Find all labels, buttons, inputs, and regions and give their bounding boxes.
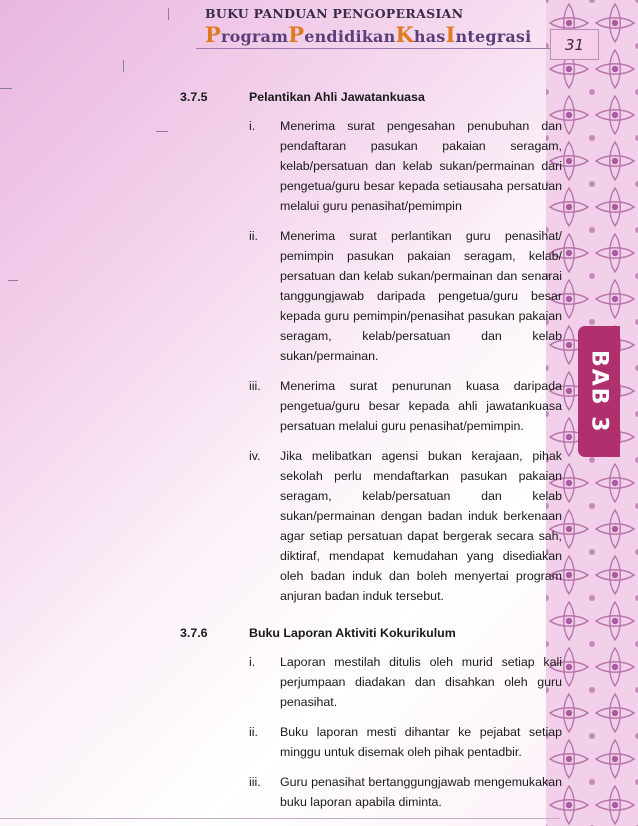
list-item <box>249 722 562 762</box>
list-item <box>249 226 562 366</box>
list-item <box>249 652 562 712</box>
section-spacer <box>180 616 562 626</box>
section-number: 3.7.6 <box>180 626 208 640</box>
list-item <box>249 446 562 606</box>
header-title <box>205 22 531 47</box>
list-item <box>249 772 562 812</box>
list-item-text: Guru penasihat bertanggungjawab mengemukakan buku laporan apabila diminta. <box>280 775 562 809</box>
header-subtitle: BUKU PANDUAN PENGOPERASIAN <box>205 6 464 21</box>
header-title-initial: I <box>445 22 456 47</box>
chapter-tab <box>578 326 620 457</box>
document-header <box>205 6 531 47</box>
header-title-initial: K <box>395 22 414 47</box>
header-title-word: endidikan <box>304 27 396 46</box>
footer-divider <box>0 818 560 819</box>
section-heading <box>180 626 562 640</box>
chapter-tab-label: BAB 3 <box>586 349 612 434</box>
list-item-numeral: iii. <box>249 379 261 393</box>
page-content <box>180 90 562 822</box>
header-title-initial: P <box>288 22 305 47</box>
list-item-numeral: iv. <box>249 449 261 463</box>
list-item-numeral: iii. <box>249 775 261 789</box>
header-title-initial: P <box>205 22 221 47</box>
page-number: 31 <box>550 29 599 60</box>
header-title-word: rogram <box>221 27 289 46</box>
section-title: Pelantikan Ahli Jawatankuasa <box>249 90 425 104</box>
list-item-numeral: ii. <box>249 229 258 243</box>
list-item-text: Jika melibatkan agensi bukan kerajaan, pihak sekolah perlu mendaftarkan pasukan pakaian seragam, kelab/persatuan dan kelab sukan/permainan dengan badan induk berkenaan agar setiap persatuan dapat bergerak secara sah, diktiraf, mendapat kemudahan yang disediakan oleh badan induk dan boleh menyertai program anjuran badan induk tersebut. <box>280 449 562 603</box>
list-item-numeral: i. <box>249 655 256 669</box>
header-divider <box>196 48 556 49</box>
header-title-word: ntegrasi <box>455 27 532 46</box>
list-item-text: Menerima surat pengesahan penubuhan dan pendaftaran pasukan pakaian seragam, kelab/persatuan dan kelab sukan/permainan dari pengetua/guru besar kepada setiausaha persatuan melalui guru penasihat/pemimpin <box>280 119 562 213</box>
list-item-numeral: i. <box>249 119 256 133</box>
list-item-text: Buku laporan mesti dihantar ke pejabat setiap minggu untuk disemak oleh pihak pentadbir. <box>280 725 562 759</box>
list-item-numeral: ii. <box>249 725 258 739</box>
list-item <box>249 376 562 436</box>
section-heading <box>180 90 562 104</box>
list-item-text: Menerima surat perlantikan guru penasihat/ pemimpin pasukan pakaian seragam, kelab/ persatuan dan kelab sukan/permainan dan senarai tanggungjawab daripada pengetua/guru besar kepada guru pemimpin/penasihat pasukan pakaian seragam, kelab/persatuan dan kelab sukan/permainan. <box>280 229 562 363</box>
section-number: 3.7.5 <box>180 90 208 104</box>
list-item-text: Laporan mestilah ditulis oleh murid setiap kali perjumpaan diadakan dan disahkan oleh guru penasihat. <box>280 655 562 709</box>
header-title-word: has <box>413 27 446 46</box>
list-item-text: Menerima surat penurunan kuasa daripada pengetua/guru besar kepada ahli jawatankuasa persatuan melalui guru penasihat/pemimpin. <box>280 379 562 433</box>
section-title: Buku Laporan Aktiviti Kokurikulum <box>249 626 456 640</box>
list-item <box>249 116 562 216</box>
